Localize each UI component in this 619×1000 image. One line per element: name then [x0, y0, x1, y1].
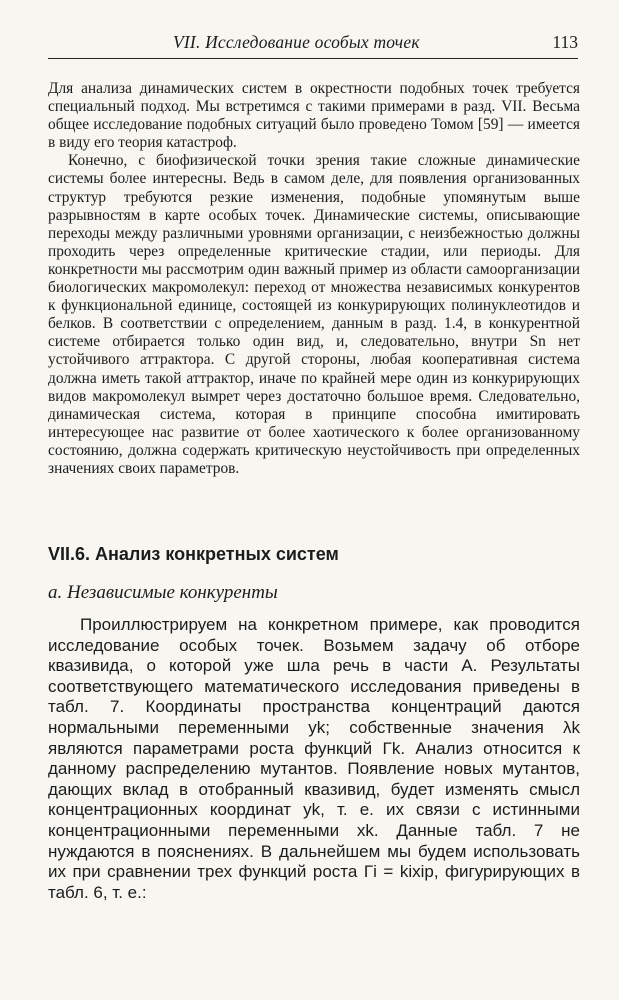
paragraph: Для анализа динамических систем в окрестности подобных точек требуется специальный подход. Мы встретимся с такими примерами в разд. VII. Весьма общее исследование подобных ситуаций было проведено Томом [59] — имеется в виду его теория катастроф.	[48, 80, 580, 152]
paragraph: Конечно, с биофизической точки зрения такие сложные динамические системы более интересны. Ведь в самом деле, для появления организованных структур требуются резкие изменения, подобные упомянутым выше разрывностям в карте особых точек. Динамические системы, описывающие переходы между различными уровнями организации, с неизбежностью должны проходить через определенные критические стадии, или периоды. Для конкретности мы рассмотрим один важный пример из области самоорганизации биологических макромолекул: переход от множества независимых конкурентов к функциональной единице, состоящей из конкурирующих полинуклеотидов и белков. В соответствии с определением, данным в разд. 1.4, в конкурентной системе отбирается только один вид, и, следовательно, внутри Sn нет устойчивого аттрактора. С другой стороны, любая кооперативная система должна иметь такой аттрактор, иначе по крайней мере один из конкурирующих видов макромолекул вымрет через достаточно большое время. Следовательно, динамическая система, которая в принципе способна имитировать интересующее нас развитие от более хаотического к более организованному состоянию, должна содержать критическую неустойчивость при определенных значениях своих параметров.	[48, 152, 580, 477]
running-title: VII. Исследование особых точек	[173, 32, 420, 52]
paragraph: Проиллюстрируем на конкретном примере, как проводится исследование особых точек. Возьмем задачу об отборе квазивида, о которой уже шла речь в части А. Результаты соответствующего математического исследования приведены в табл. 7. Координаты пространства концентраций даются нормальными переменными yk; собственные значения λk являются параметрами роста функций Γk. Анализ относится к данному распределению мутантов. Появление новых мутантов, дающих вклад в отобранный квазивид, будет изменять смысл концентрационных координат yk, т. е. их связи с истинными концентрационными переменными xk. Данные табл. 7 не нуждаются в пояснениях. В дальнейшем мы будем использовать их при сравнении трех функций роста Γi = kixip, фигурирующих в табл. 6, т. е.:	[48, 615, 580, 902]
main-text	[48, 615, 580, 903]
page-header	[48, 30, 578, 59]
page-number: 113	[552, 32, 578, 52]
intro-text	[48, 80, 580, 478]
subsection-heading: a. Независимые конкуренты	[48, 582, 278, 603]
section-heading: VII.6. Анализ конкретных систем	[48, 544, 339, 564]
